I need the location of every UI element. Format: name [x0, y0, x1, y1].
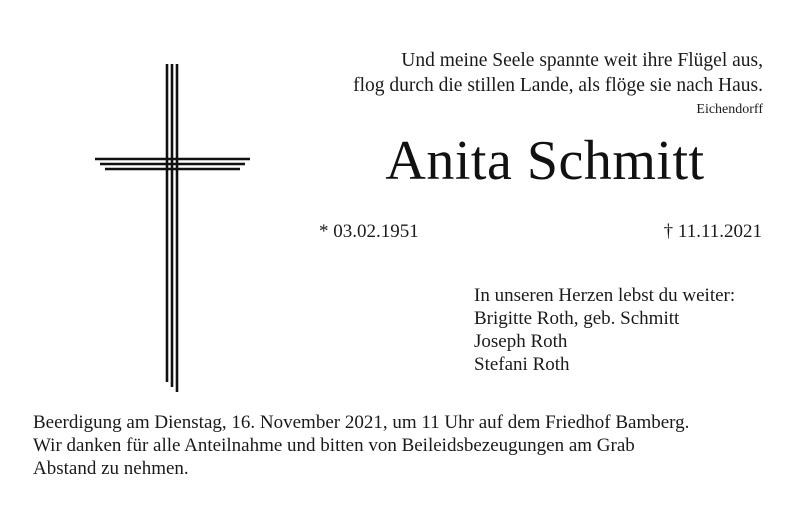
funeral-line: Abstand zu nehmen.	[33, 458, 189, 479]
mourner-name: Brigitte Roth, geb. Schmitt	[474, 308, 680, 329]
mourner-name: Joseph Roth	[474, 331, 568, 352]
poem	[300, 48, 763, 98]
poem-line: Und meine Seele spannte weit ihre Flügel aus,	[401, 50, 763, 71]
death-date: † 11.11.2021	[663, 221, 762, 242]
birth-date: * 03.02.1951	[319, 221, 419, 242]
funeral-line: Wir danken für alle Anteilnahme und bitten von Beileidsbezeugungen am Grab	[33, 435, 635, 456]
poem-line: flog durch die stillen Lande, als flöge sie nach Haus.	[353, 75, 763, 96]
deceased-name: Anita Schmitt	[385, 130, 705, 192]
mourners-intro: In unseren Herzen lebst du weiter:	[474, 285, 736, 306]
poem-author: Eichendorff	[696, 102, 763, 117]
mourner-name: Stefani Roth	[474, 354, 570, 375]
funeral-line: Beerdigung am Dienstag, 16. November 2021, um 11 Uhr auf dem Friedhof Bamberg.	[33, 412, 690, 433]
funeral-notice	[33, 411, 778, 480]
mourners-list	[474, 284, 774, 376]
